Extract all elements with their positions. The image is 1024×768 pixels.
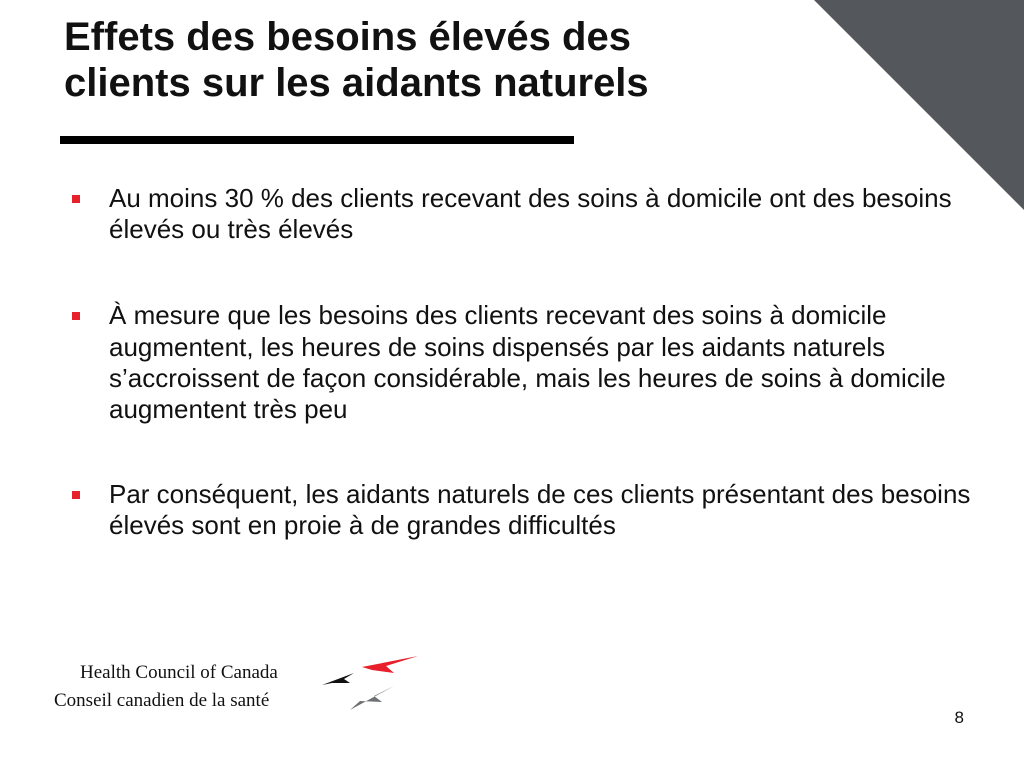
- corner-triangle-decoration: [814, 0, 1024, 210]
- slide-title: [64, 14, 824, 107]
- birds-logo-icon: [320, 652, 420, 714]
- bullet-item: [72, 479, 972, 541]
- bullet-item: [72, 300, 972, 425]
- bullet-item: [72, 183, 972, 245]
- slide-title-line-1: Effets des besoins élevés des: [64, 15, 631, 59]
- bullet-text: À mesure que les besoins des clients recevant des soins à domicile augmentent, les heures de soins dispensés par les aidants naturels s’accroissent de façon considérable, mais les heures de soins à domicile augmentent très peu: [109, 300, 946, 424]
- org-name-english: Health Council of Canada: [80, 662, 278, 683]
- bullet-text: Par conséquent, les aidants naturels de ces clients présentant des besoins élevés sont en proie à de grandes difficultés: [109, 479, 971, 541]
- slide-title-line-2: clients sur les aidants naturels: [64, 61, 649, 106]
- square-bullet-icon: [72, 195, 80, 203]
- bullet-list: [72, 183, 972, 542]
- org-name-french: Conseil canadien de la santé: [54, 690, 270, 711]
- square-bullet-icon: [72, 312, 80, 320]
- square-bullet-icon: [72, 491, 80, 499]
- title-underline: [60, 136, 574, 144]
- page-number: 8: [954, 708, 964, 727]
- bullet-text: Au moins 30 % des clients recevant des soins à domicile ont des besoins élevés ou très élevés: [109, 183, 952, 245]
